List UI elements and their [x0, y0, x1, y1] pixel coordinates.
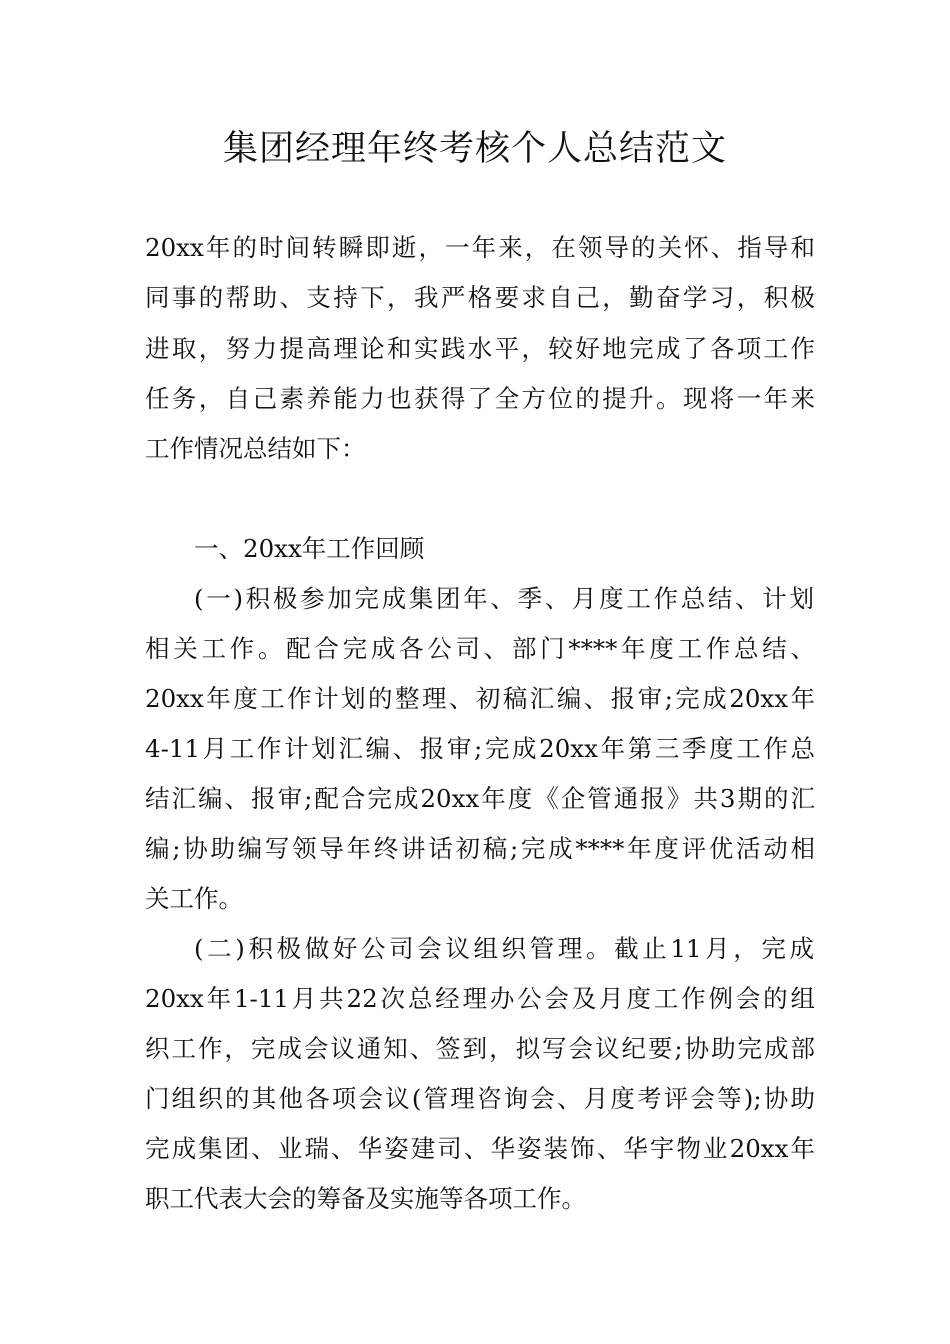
paragraph-line: 结汇编、报审;配合完成20xx年度《企管通报》共3期的汇 [145, 784, 815, 813]
paragraph-line: 4-11月工作计划汇编、报审;完成20xx年第三季度工作总 [145, 734, 815, 763]
section-heading: 一、20xx年工作回顾 [194, 534, 425, 563]
document-title: 集团经理年终考核个人总结范文 [222, 129, 727, 169]
paragraph-line: 职工代表大会的筹备及实施等各项工作。 [145, 1184, 586, 1213]
paragraph-line: 织工作，完成会议通知、签到，拟写会议纪要;协助完成部 [145, 1034, 815, 1063]
paragraph-line: (二)积极做好公司会议组织管理。截止11月，完成 [194, 934, 814, 963]
intro-line: 同事的帮助、支持下，我严格要求自己，勤奋学习，积极 [145, 283, 815, 312]
paragraph-line: 关工作。 [145, 884, 243, 913]
paragraph-line: 完成集团、业瑞、华姿建司、华姿装饰、华宇物业20xx年 [145, 1134, 815, 1163]
paragraph-line: 20xx年度工作计划的整理、初稿汇编、报审;完成20xx年 [145, 684, 815, 713]
intro-line: 工作情况总结如下： [145, 434, 366, 463]
paragraph-line: 相关工作。配合完成各公司、部门****年度工作总结、 [145, 634, 815, 663]
paragraph-line: (一)积极参加完成集团年、季、月度工作总结、计划 [194, 584, 814, 613]
intro-line: 20xx年的时间转瞬即逝，一年来，在领导的关怀、指导和 [145, 233, 815, 262]
paragraph-line: 20xx年1-11月共22次总经理办公会及月度工作例会的组 [145, 984, 815, 1013]
intro-line: 进取，努力提高理论和实践水平，较好地完成了各项工作 [145, 334, 815, 363]
paragraph-line: 编;协助编写领导年终讲话初稿;完成****年度评优活动相 [145, 834, 815, 863]
paragraph-line: 门组织的其他各项会议(管理咨询会、月度考评会等);协助 [145, 1084, 815, 1113]
intro-line: 任务，自己素养能力也获得了全方位的提升。现将一年来 [145, 384, 815, 413]
